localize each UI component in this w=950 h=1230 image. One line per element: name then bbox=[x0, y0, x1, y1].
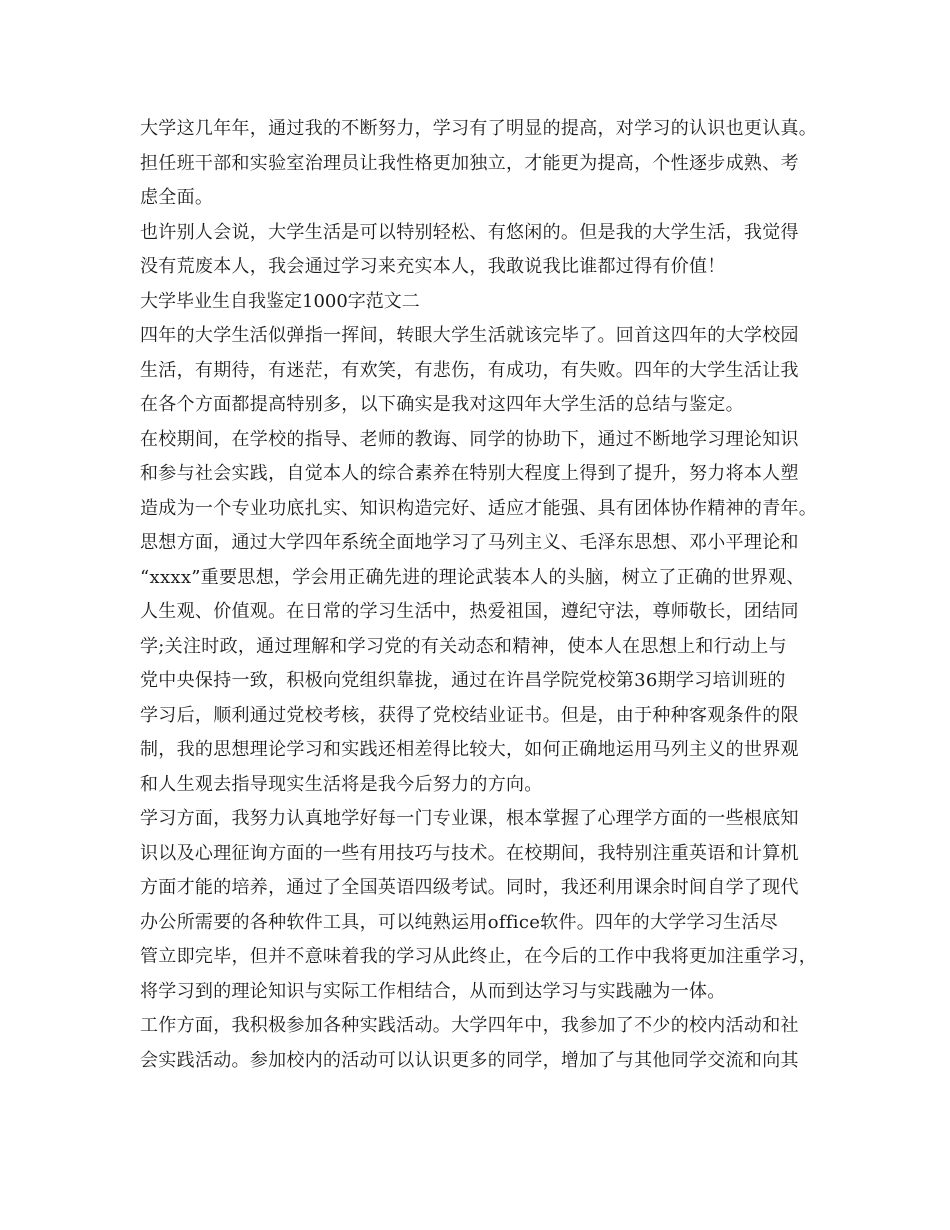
text-line: 会实践活动。参加校内的活动可以认识更多的同学，增加了与其他同学交流和向其 bbox=[140, 1049, 799, 1071]
text-line: 大学这几年年，通过我的不断努力，学习有了明显的提高，对学习的认识也更认真。 bbox=[140, 118, 818, 139]
text-line: 生活，有期待，有迷茫，有欢笑，有悲伤，有成功，有失败。四年的大学生活让我 bbox=[140, 359, 799, 381]
text-line: 学;关注时政，通过理解和学习党的有关动态和精神，使本人在思想上和行动上与 bbox=[140, 635, 787, 657]
text-line: 没有荒废本人，我会通过学习来充实本人，我敢说我比谁都过得有价值！ bbox=[140, 256, 726, 277]
text-line: 在各个方面都提高特别多，以下确实是我对这四年大学生活的总结与鉴定。 bbox=[140, 394, 744, 415]
text-line: 工作方面，我积极参加各种实践活动。大学四年中，我参加了不少的校内活动和社 bbox=[140, 1015, 799, 1036]
text-line: 虑全面。 bbox=[140, 187, 214, 208]
text-line: 也许别人会说，大学生活是可以特别轻松、有悠闲的。但是我的大学生活，我觉得 bbox=[140, 221, 799, 243]
text-line: “xxxx”重要思想，学会用正确先进的理论武装本人的头脑，树立了正确的世界观、 bbox=[140, 566, 805, 588]
text-line: 方面才能的培养，通过了全国英语四级考试。同时，我还利用课余时间自学了现代 bbox=[140, 877, 799, 898]
text-line: 四年的大学生活似弹指一挥间，转眼大学生活就该完毕了。回首这四年的大学校园 bbox=[140, 325, 799, 346]
text-line: 造成为一个专业功底扎实、知识构造完好、适应才能强、具有团体协作精神的青年。 bbox=[140, 497, 818, 519]
text-line: 在校期间，在学校的指导、老师的教诲、同学的协助下，通过不断地学习理论知识 bbox=[140, 428, 799, 450]
text-line: 将学习到的理论知识与实际工作相结合，从而到达学习与实践融为一体。 bbox=[140, 980, 726, 1002]
text-line: 学习方面，我努力认真地学好每一门专业课，根本掌握了心理学方面的一些根底知 bbox=[140, 808, 799, 829]
text-line: 和人生观去指导现实生活将是我今后努力的方向。 bbox=[140, 773, 543, 795]
section-heading: 大学毕业生自我鉴定1000字范文二 bbox=[140, 290, 420, 312]
text-line: 制，我的思想理论学习和实践还相差得比较大，如何正确地运用马列主义的世界观 bbox=[140, 739, 799, 760]
text-line: 识以及心理征询方面的一些有用技巧与技术。在校期间，我特别注重英语和计算机 bbox=[140, 842, 799, 864]
text-line: 担任班干部和实验室治理员让我性格更加独立，才能更为提高，个性逐步成熟、考 bbox=[140, 152, 799, 174]
text-line: 人生观、价值观。在日常的学习生活中，热爱祖国，遵纪守法，尊师敬长，团结同 bbox=[140, 601, 799, 622]
text-line: 党中央保持一致，积极向党组织靠拢，通过在许昌学院党校第36期学习培训班的 bbox=[140, 670, 786, 691]
text-line: 学习后，顺利通过党校考核，获得了党校结业证书。但是，由于种种客观条件的限 bbox=[140, 704, 799, 726]
text-line: 管立即完毕，但并不意味着我的学习从此终止，在今后的工作中我将更加注重学习， bbox=[140, 946, 818, 967]
text-line: 办公所需要的各种软件工具，可以纯熟运用office软件。四年的大学学习生活尽 bbox=[140, 911, 779, 933]
document-body bbox=[140, 112, 830, 1078]
text-line: 思想方面，通过大学四年系统全面地学习了马列主义、毛泽东思想、邓小平理论和 bbox=[140, 532, 799, 553]
text-line: 和参与社会实践，自觉本人的综合素养在特别大程度上得到了提升，努力将本人塑 bbox=[140, 463, 799, 484]
